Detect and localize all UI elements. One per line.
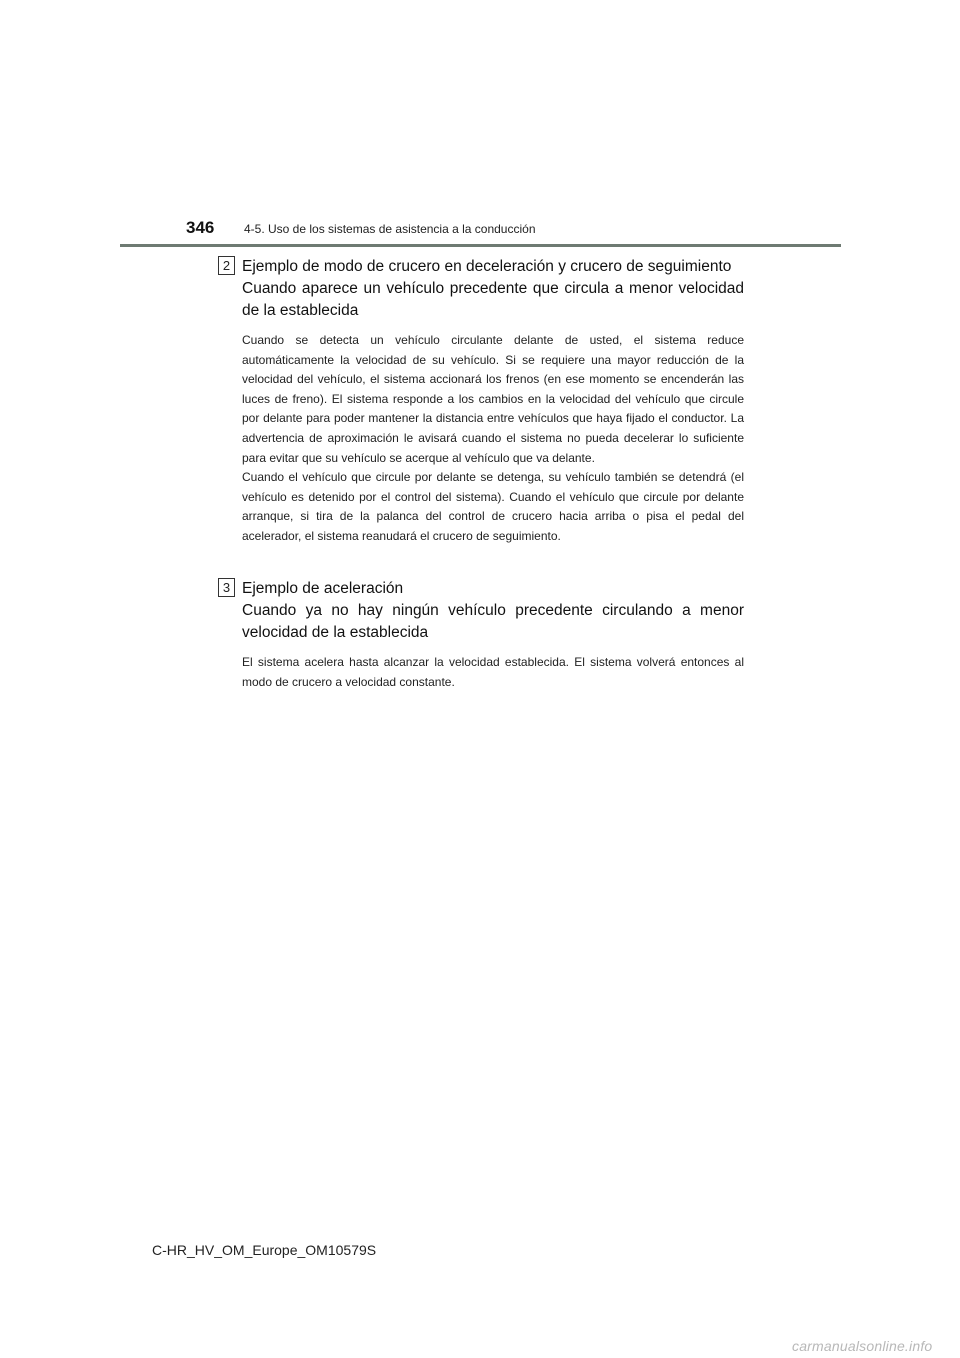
watermark-text: carmanualsonline.info [792, 1338, 933, 1354]
document-code: C-HR_HV_OM_Europe_OM10579S [152, 1242, 377, 1258]
item-heading [242, 256, 744, 322]
body-paragraph: Cuando el vehículo que circule por delante se detenga, su vehículo también se detendrá (el vehículo es detenido por el control del sistema). Cuando el vehículo que circule por delante arranque, si tira de la palanca del control de crucero hacia arriba o pisa el pedal del acelerador, el sistema reanudará el crucero de seguimiento. [242, 470, 744, 543]
item-body [242, 653, 744, 692]
item-heading [242, 578, 744, 644]
item-heading-line: Cuando ya no hay ningún vehículo precedente circulando a menor velocidad de la establecida [242, 602, 744, 641]
item-heading-line: Ejemplo de aceleración [242, 580, 404, 597]
list-item [222, 578, 744, 692]
list-item [222, 256, 744, 547]
number-box-icon: 2 [218, 256, 235, 275]
page-number: 346 [186, 218, 215, 237]
body-paragraph: El sistema acelera hasta alcanzar la velocidad establecida. El sistema volverá entonces al modo de crucero a velocidad constante. [242, 655, 744, 689]
item-body [242, 331, 744, 547]
section-title: 4-5. Uso de los sistemas de asistencia a la conducción [244, 222, 536, 236]
header-divider [120, 244, 841, 247]
item-heading-line: Ejemplo de modo de crucero en deceleración y crucero de seguimiento [242, 258, 732, 275]
item-heading-line: Cuando aparece un vehículo precedente que circula a menor velocidad de la establecida [242, 280, 744, 319]
number-box-icon: 3 [218, 578, 235, 597]
body-paragraph: Cuando se detecta un vehículo circulante delante de usted, el sistema reduce automáticamente la velocidad de su vehículo. Si se requiere una mayor reducción de la velocidad del vehículo, el sistema accionará los frenos (en ese momento se encenderán las luces de freno). El sistema responde a los cambios en la velocidad del vehículo que circule por delante para poder mantener la distancia entre vehículos que haya fijado el conductor. La advertencia de aproximación le avisará cuando el sistema no pueda decelerar lo suficiente para evitar que su vehículo se acerque al vehículo que va delante. [242, 333, 744, 465]
